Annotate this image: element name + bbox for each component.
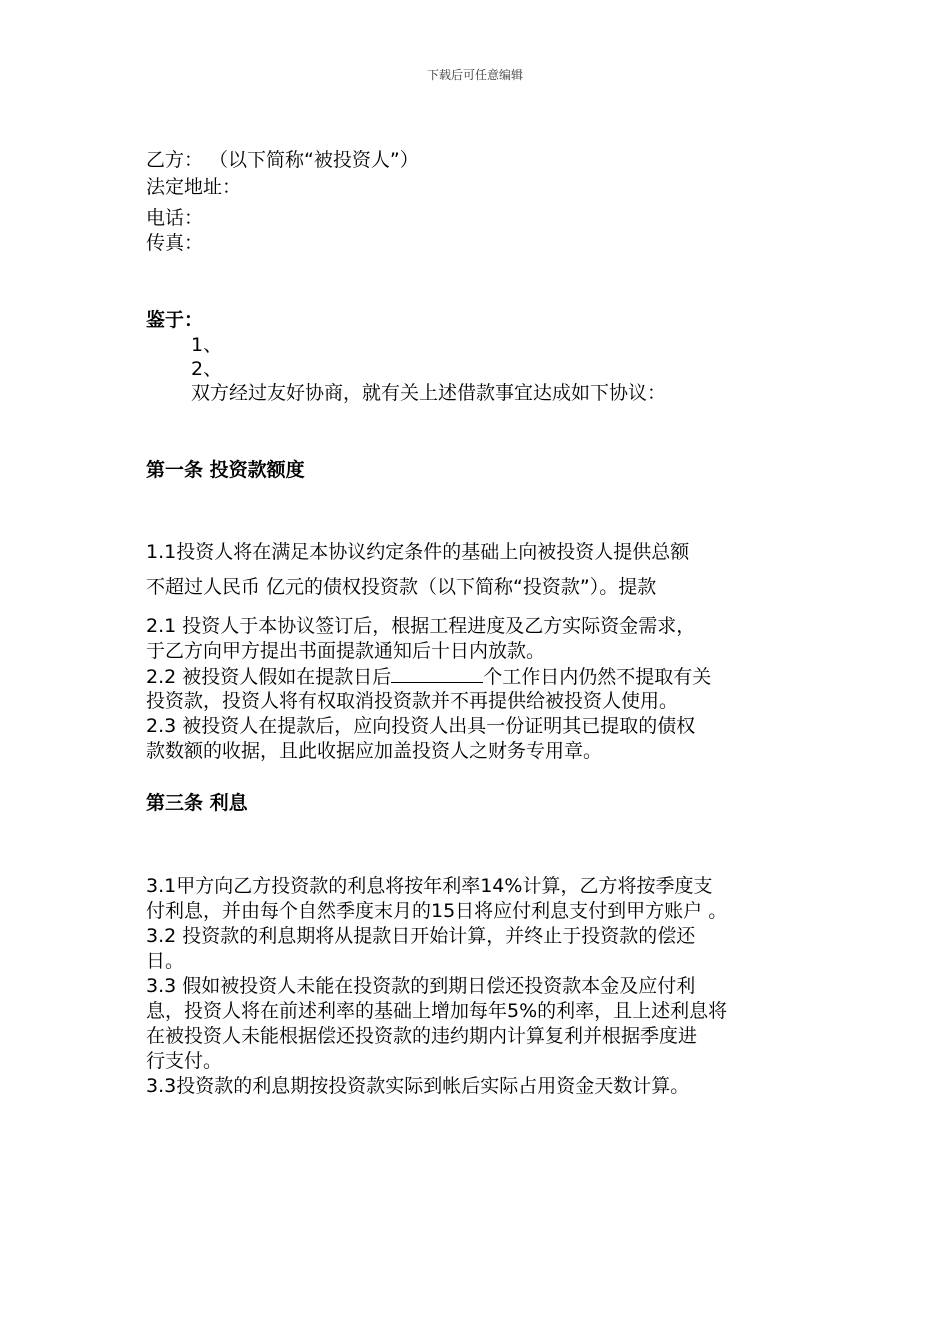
article-2-line-4: 投资款，投资人将有权取消投资款并不再提供给被投资人使用。 [146, 690, 679, 712]
party-b-phone: 电话： [146, 207, 204, 229]
party-b-fax: 传真： [146, 232, 204, 254]
article-3-line-1: 3.1甲方向乙方投资款的利息将按年利率14%计算，乙方将按季度支 [146, 875, 713, 897]
clause-2-2-text-start: 2.2 被投资人假如在提款日后 [146, 666, 392, 688]
whereas-item-2: 2、 [191, 358, 223, 380]
article-3-line-6: 息，投资人将在前述利率的基础上增加每年5%的利率，且上述利息将 [146, 1000, 728, 1022]
article-2-line-1: 2.1 投资人于本协议签订后，根据工程进度及乙方实际资金需求， [146, 615, 696, 637]
party-b-address: 法定地址： [146, 176, 242, 198]
article-3-line-9: 3.3投资款的利息期按投资款实际到帐后实际占用资金天数计算。 [146, 1075, 690, 1097]
article-3-line-5: 3.3 假如被投资人未能在投资款的到期日偿还投资款本金及应付利 [146, 975, 696, 997]
article-3-line-8: 行支付。 [146, 1050, 223, 1072]
whereas-title: 鉴于： [146, 309, 204, 331]
whereas-conclusion: 双方经过友好协商，就有关上述借款事宜达成如下协议： [191, 382, 667, 404]
article-3-line-3: 3.2 投资款的利息期将从提款日开始计算，并终止于投资款的偿还 [146, 925, 696, 947]
article-3-line-7: 在被投资人未能根据偿还投资款的违约期内计算复利并根据季度进 [146, 1025, 698, 1047]
article-2-line-6: 款数额的收据，且此收据应加盖投资人之财务专用章。 [146, 740, 603, 762]
page-header-note: 下载后可任意编辑 [426, 68, 523, 82]
article-1-title: 第一条 投资款额度 [146, 459, 305, 481]
article-3-line-2: 付利息，并由每个自然季度末月的15日将应付利息支付到甲方账户 。 [146, 900, 728, 922]
article-3-line-4: 日。 [146, 950, 185, 972]
article-2-line-5: 2.3 被投资人在提款后，应向投资人出具一份证明其已提取的债权 [146, 715, 696, 737]
whereas-item-1: 1、 [191, 334, 223, 356]
blank-line [391, 664, 483, 683]
party-b-line: 乙方： （以下简称“被投资人”） [146, 149, 419, 171]
article-3-title: 第三条 利息 [146, 792, 248, 814]
clause-2-2-text-end: 个工作日内仍然不提取有关 [483, 666, 712, 688]
article-2-line-2: 于乙方向甲方提出书面提款通知后十日内放款。 [146, 640, 546, 662]
article-2-line-3 [146, 664, 711, 689]
article-1-line-2: 不超过人民币 亿元的债权投资款（以下简称“投资款”）。提款 [146, 576, 657, 598]
article-1-line-1: 1.1投资人将在满足本协议约定条件的基础上向被投资人提供总额 [146, 541, 690, 563]
